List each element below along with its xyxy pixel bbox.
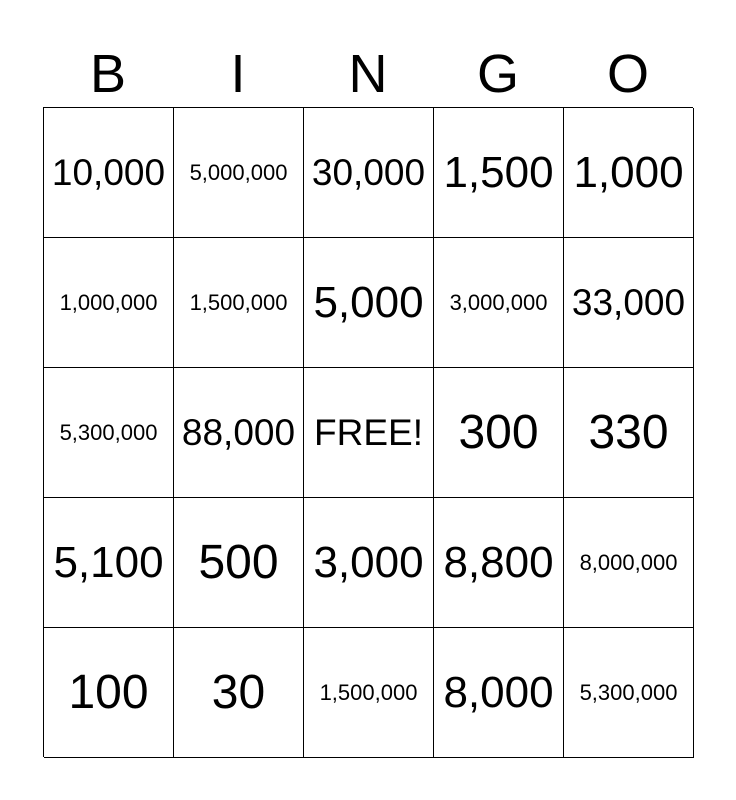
bingo-cell-r3-c5 [564, 368, 694, 498]
header-letter-n: N [348, 44, 388, 104]
header-letter-g: G [476, 44, 519, 104]
cell-value: 33,000 [571, 282, 686, 323]
bingo-cell-r1-c4 [434, 108, 564, 238]
cell-value: 300 [458, 405, 539, 459]
cell-value: 5,000 [313, 277, 424, 327]
header-letter-o: O [606, 44, 649, 104]
bingo-cell-r2-c4 [434, 238, 564, 368]
cell-value: 3,000 [313, 537, 424, 587]
cell-value: 1,500,000 [319, 679, 418, 705]
bingo-board [43, 107, 693, 757]
free-space-label: FREE! [314, 412, 423, 453]
cell-value: 10,000 [51, 152, 166, 193]
bingo-cell-r4-c2 [174, 498, 304, 628]
bingo-cell-r5-c3 [304, 628, 434, 758]
bingo-cell-r1-c5 [564, 108, 694, 238]
bingo-cell-r4-c5 [564, 498, 694, 628]
bingo-header [43, 42, 693, 106]
cell-value: 330 [588, 405, 669, 459]
bingo-cell-r5-c4 [434, 628, 564, 758]
bingo-cell-r3-c2 [174, 368, 304, 498]
bingo-cell-r4-c4 [434, 498, 564, 628]
cell-value: 3,000,000 [449, 289, 548, 315]
bingo-cell-r5-c5 [564, 628, 694, 758]
bingo-cell-r2-c3 [304, 238, 434, 368]
bingo-cell-r1-c2 [174, 108, 304, 238]
bingo-cell-r5-c1 [44, 628, 174, 758]
bingo-cell-r2-c2 [174, 238, 304, 368]
bingo-cell-r3-c1 [44, 368, 174, 498]
cell-value: 1,000,000 [59, 289, 158, 315]
bingo-cell-r5-c2 [174, 628, 304, 758]
bingo-cell-r4-c1 [44, 498, 174, 628]
cell-value: 1,500,000 [189, 289, 288, 315]
bingo-cell-r3-c4 [434, 368, 564, 498]
bingo-cell-free [304, 368, 434, 498]
cell-value: 30,000 [311, 152, 426, 193]
cell-value: 5,300,000 [59, 419, 158, 445]
cell-value: 5,000,000 [189, 159, 288, 185]
bingo-cell-r1-c3 [304, 108, 434, 238]
bingo-cell-r4-c3 [304, 498, 434, 628]
cell-value: 8,000 [443, 667, 554, 717]
cell-value: 500 [198, 535, 279, 589]
header-letter-i: I [230, 44, 246, 104]
cell-value: 1,000 [573, 147, 684, 197]
cell-value: 5,100 [53, 537, 164, 587]
bingo-cell-r1-c1 [44, 108, 174, 238]
header-letter-b: B [89, 44, 127, 104]
bingo-cell-r2-c1 [44, 238, 174, 368]
cell-value: 5,300,000 [579, 679, 678, 705]
cell-value: 1,500 [443, 147, 554, 197]
cell-value: 8,000,000 [579, 549, 678, 575]
cell-value: 8,800 [443, 537, 554, 587]
cell-value: 88,000 [181, 412, 296, 453]
cell-value: 30 [211, 665, 266, 719]
cell-value: 100 [68, 665, 149, 719]
bingo-cell-r2-c5 [564, 238, 694, 368]
